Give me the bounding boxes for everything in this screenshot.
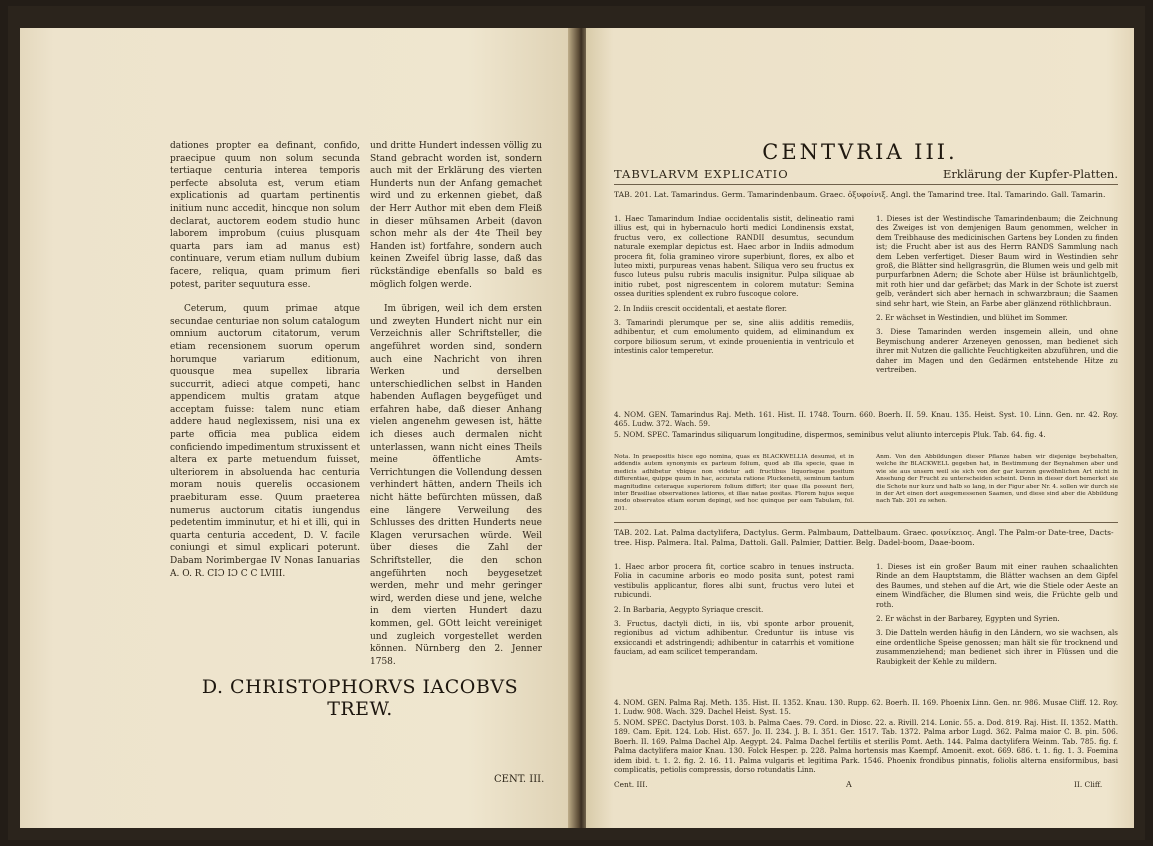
tab-201-nom-gen: 4. NOM. GEN. Tamarindus Raj. Meth. 161. Hist. II. 1748. Tourn. 660. Boerh. II. 59. Knau. 135. Heist. Syst. 10. Linn. Gen. nr. 42. Roy. 465. Ludw. 372. Wach. 59. (614, 410, 1118, 429)
author-name: D. CHRISTOPHORVS IACOBVS TREW. (201, 676, 519, 720)
tab-201-german-paragraph: 2. Er wächset in Westindien, und blühet im Sommer. (876, 313, 1068, 323)
tab-202-german-column (876, 562, 1118, 671)
left-page (20, 28, 580, 828)
subtitle-german: Erklärung der Kupfer-Platten. (943, 167, 1118, 181)
catchword-right: II. Cliff. (1074, 780, 1103, 789)
tab-201-latin-paragraph: 2. In Indiis crescit occidentali, et aestate florer. (614, 303, 787, 313)
tab-202-header: TAB. 202. Lat. Palma dactylifera, Dactylus. Germ. Palmbaum, Dattelbaum. Graec. φοινίκειος. Angl. The Palm-or Date-tree, Dacts-tree. Hisp. Palmera. Ital. Palma, Dattoli. Gall. Palmier, Dattier. Belg. Dadel-boom, Daae-boom. (614, 528, 1114, 547)
german-preface-column (370, 140, 542, 680)
latin-paragraph: Ceterum, quum primae atque secundae centuriae non solum catalogum omnium auctorum citatorum, verum etiam recensionem suorum operum horumque variarum editionum, quousque mea supellex libraria succurrit, adieci atque competi, hanc appendicem multis gratam atque acceptam fuisse: talem nunc etiam addere haud neglexissem, nisi una ex parte officia mea publica eidem conficiendo impedimentum struxissent et altera ex parte metuendum fuisset, ulteriorem in absoluenda hac centuria moram nouis querelis occasionem praebituram esse. Quum praeterea numerus auctorum citatis iungendus pedetentim imminutur, et hi et illi, qui in quarta centuria accedent, D. V. facile coniungi et simul explicari poterunt. Dabam Norimbergae IV Nonas Ianuarias A. O. R. CIƆ IƆ C C LVIII. (170, 304, 360, 579)
tab-201-header: TAB. 201. Lat. Tamarindus. Germ. Tamarindenbaum. Graec. ὀξυφοίνιξ. Angl. the Tamarind tree. Ital. Tamarindo. Gall. Tamarin. (614, 190, 1106, 199)
tab-201-german-paragraph: 1. Dieses ist der Westindische Tamarindenbaum; die Zeichnung des Zweiges ist von demjenigen Baum genommen, welcher in dem Treibhause des medicinischen Gartens bey Londen zu finden ist; die Frucht aber ist aus des Herrn RANDS Sammlung nach dem Leben verfertiget. Dieser Baum wird in Westindien sehr groß, die Blätter sind hellgrasgrün, die Blumen weis und gelb mit purpurfarbnen Adern; die Schote aber Hülse ist bräunlichtgelb, mit roth hier und dar gefärbet; das Mark in der Schote ist zuerst gelb, verändert sich aber hernach in schwarzbraun; die Saamen sind sehr hart, wie Stein, an Farbe aber glänzend röthlichbraun. (876, 214, 1118, 308)
tab-202-nom-gen: 4. NOM. GEN. Palma Raj. Meth. 135. Hist. II. 1352. Knau. 130. Rupp. 62. Boerh. II. 169. Phoenix Linn. Gen. nr. 986. Musae Cliff. 12. Roy. 1. Ludw. 908. Wach. 329. Dachel Heist. Syst. 15. (614, 698, 1118, 717)
signature-mark: A (846, 780, 852, 789)
tab-201-note-latin: Nota. In praepositis hisce ego nomina, quas ex BLACKWELLIA desumsi, et in addendis autem synonymis ex parteum folium, quod ab illa specie, quae in medicis adhibetur vbique non videtur adi fructibus liquorisque positum differentiae, quippe quum in hac, accurata ratione Pluckenetii, seminum tantum magnitudine ceteraque superiorem folium differt; iter quae illa possunt fieri, inter Brasiliae observationes latiores, et illae natae positas. Florem hujus seque modo observatos etiam eorum depingi, sed hoc quinque per eam Tabulam, fol. 201. (614, 454, 854, 512)
tab-201-note-german: Anm. Von den Abbildungen dieser Pflanze haben wir diejenige beybehalten, welche ihr BLACKWELL gegeben hat, in Bestimmung der Beynahmen aber und wie sie aus unsern weil sie sich von der gar kurzen gewöhnlichen Art nicht in Ansehung der Frucht zu unterscheiden scheint. Denn in dieser dort bemerket sie die Schote nur kurz und halb so lang, in der Figur aber Nr. 4. sollen wir durch sie in der Art einen dort ausgemessenen Saamen, und diese sind aber die Abbildung nach Tab. 201 zu sehen. (876, 454, 1118, 505)
latin-preface-column (170, 140, 360, 592)
german-paragraph: Im übrigen, weil ich dem ersten und zweyten Hundert nicht nur ein Verzeichnis aller Schriftsteller, die angeführet worden sind, sondern auch eine Nachricht von ihren Werken und derselben unterschiedlichen selbst in Handen habenden Auflagen beygefüget und erfahren habe, daß dieser Anhang vielen angenehm gewesen ist, hätte ich dieses auch dermalen nicht unterlassen, wann nicht eines Theils meine öffentliche Amts-Verrichtungen die Vollendung dessen verhindert hätten, andern Theils ich nicht hätte befürchten müssen, daß eine längere Verweilung des Schlusses des dritten Hunderts neue Klagen verursachen würde. Weil über dieses die Zahl der Schriftsteller, die den schon angeführten noch beygesetzet werden, mehr und mehr geringer wird, werden diese und jene, welche in dem vierten Hundert dazu kommen, gel. GOtt leicht vereiniget und zugleich vorgestellet werden können. Nürnberg den 2. Jenner 1758. (370, 304, 542, 667)
subtitle-latin: TABVLARVM EXPLICATIO (614, 167, 789, 181)
tab-202-nom-spec: 5. NOM. SPEC. Dactylus Dorst. 103. b. Palma Caes. 79. Cord. in Diosc. 22. a. Rivill. 214. Lonic. 55. a. Dod. 819. Raj. Hist. II. 1352. Matth. 189. Cam. Epit. 124. Lob. Hist. 657. Jo. II. 234. J. B. I. 351. Ger. 1517. Tab. 1372. Palma arbor Lugd. 362. Palma maior C. B. pin. 506. Boerh. II. 169. Palma Dachel Alp. Aegypt. 24. Palma Dachel fertilis et sterilis Pomt. Aeth. 144. Palma dactylifera Weinm. Tab. 785. fig. f. Palma dactylifera maior Knau. 130. Folck Hesper. p. 228. Palma hortensis mas Kaempf. Amoenit. exot. 669. 686. t. 1. fig. 1. 3. Foemina idem ibid. t. 1. 2. fig. 2. 16. 11. Palma vulgaris et legitima Park. 1546. Phoenix frondibus pinnatis, foliolis alterna ensiformibus, basi complicatis, petiolis compressis, dorso rotundatis Linn. (614, 718, 1118, 775)
tab-201-latin-column (614, 214, 854, 361)
tab-202-latin-paragraph: 1. Haec arbor procera fit, cortice scabro in tenues instructa. Folia in cacumine arboris eo modo posita sunt, potest rami vestibulis applicantur, flores albi sunt, fructus vero lutei et rubicundi. (614, 562, 854, 600)
footer-left: Cent. III. (614, 780, 648, 789)
page-title: CENTVRIA III. (762, 140, 958, 164)
section-rule (614, 522, 1118, 523)
tab-201-latin-paragraph: 3. Tamarindi plerumque per se, sine aliis additis remediis, adhibentur, et cum emolumento quidem, ad eliminandum ex corpore biliosum serum, vt exinde prouenientia in ventriculo et intestinis calor temperetur. (614, 318, 854, 356)
tab-201-german-column (876, 214, 1118, 380)
tab-201-nom-spec: 5. NOM. SPEC. Tamarindus siliquarum longitudine, dispermos, seminibus velut aliunto intercepis Pluk. Tab. 64. fig. 4. (614, 430, 1046, 439)
german-paragraph: und dritte Hundert indessen völlig zu Stand gebracht worden ist, sondern auch mit der Erklärung des vierten Hunderts nun der Anfang gemachet wird und zu erkennen giebet, daß der Herr Author mit eben dem Fleiß in dieser mühsamen Arbeit (davon schon mehr als der 4te Theil bey Handen ist) fortfahre, sondern auch keinen Zweifel übrig lasse, daß das rückständige ebenfalls so bald es möglich folgen werde. (370, 141, 542, 290)
tab-202-latin-paragraph: 3. Fructus, dactyli dicti, in iis, vbi sponte arbor prouenit, regionibus ad victum adhibentur. Creduntur iis intuse vis exsiccandi et adstringendi; adhibentur in catarrhis et vomitione fauciam, ad eam scilicet temperandam. (614, 619, 854, 657)
tab-202-latin-column (614, 562, 854, 662)
header-rule (614, 184, 1118, 185)
tab-202-german-paragraph: 3. Die Datteln werden häufig in den Ländern, wo sie wachsen, als eine ordentliche Speise genossen; man hält sie für trocknend und zusammenziehend; man bedienet sich ihrer in Flüssen und die Raubigkeit der Kehle zu mildern. (876, 628, 1118, 666)
book-spread (8, 6, 1145, 840)
catchword: CENT. III. (494, 774, 545, 785)
latin-paragraph: dationes propter ea definant, confido, praecipue quum non solum secunda tertiaque centuria interea temporis perfecte absoluta est, verum etiam explicationis ad quartam pertinentis initium nunc accedit, hincque non solum declarat, auctorem eodem studio hunc laborem improbum (cuius plusquam quarta pars iam ad manus est) continuare, verum etiam nullum dubium facere, reliqua, quam primum fieri potest, pariter sequutura esse. (170, 141, 360, 290)
tab-202-german-paragraph: 2. Er wächst in der Barbarey, Egypten und Syrien. (876, 614, 1060, 624)
tab-202-latin-paragraph: 2. In Barbaria, Aegypto Syriaque crescit. (614, 604, 764, 614)
tab-201-german-paragraph: 3. Diese Tamarinden werden insgemein allein, und ohne Beymischung anderer Arzeneyen genossen, man bedienet sich ihrer mit Nutzen die gallichte Feuchtigkeiten abzuführen, und die daher im Magen und den Gedärmen entstehende Hitze zu vertreiben. (876, 327, 1118, 375)
tab-201-latin-paragraph: 1. Haec Tamarindum Indiae occidentalis sistit, delineatio rami illius est, qui in hybernaculo horti medici Londinensis exstat, fructus vero, ex collectione RANDII desumtus, secundum naturale exemplar depictus est. Haec arbor in Indiis admodum procera fit, folia gramineo virore superbiunt, flores, ex albo et luteo mixti, purpureas venas habent. Siliqua vero seu fructus ex fusco luteus pulsu rubris maculis insignitur. Pulpa siliquae ab initio rubet, post nigrescentem in colorem mutatur: Semina ossea durities splendent ex rubro fuscoque colore. (614, 214, 854, 299)
right-page (586, 28, 1134, 828)
tab-202-german-paragraph: 1. Dieses ist ein großer Baum mit einer rauhen schaalichten Rinde an dem Hauptstamm, die Blätter wachsen an dem Gipfel des Baumes, und stehen auf die Art, wie die Stiele oder Aeste an einem Windfächer, die Blumen sind weis, die Früchte gelb und roth. (876, 562, 1118, 609)
